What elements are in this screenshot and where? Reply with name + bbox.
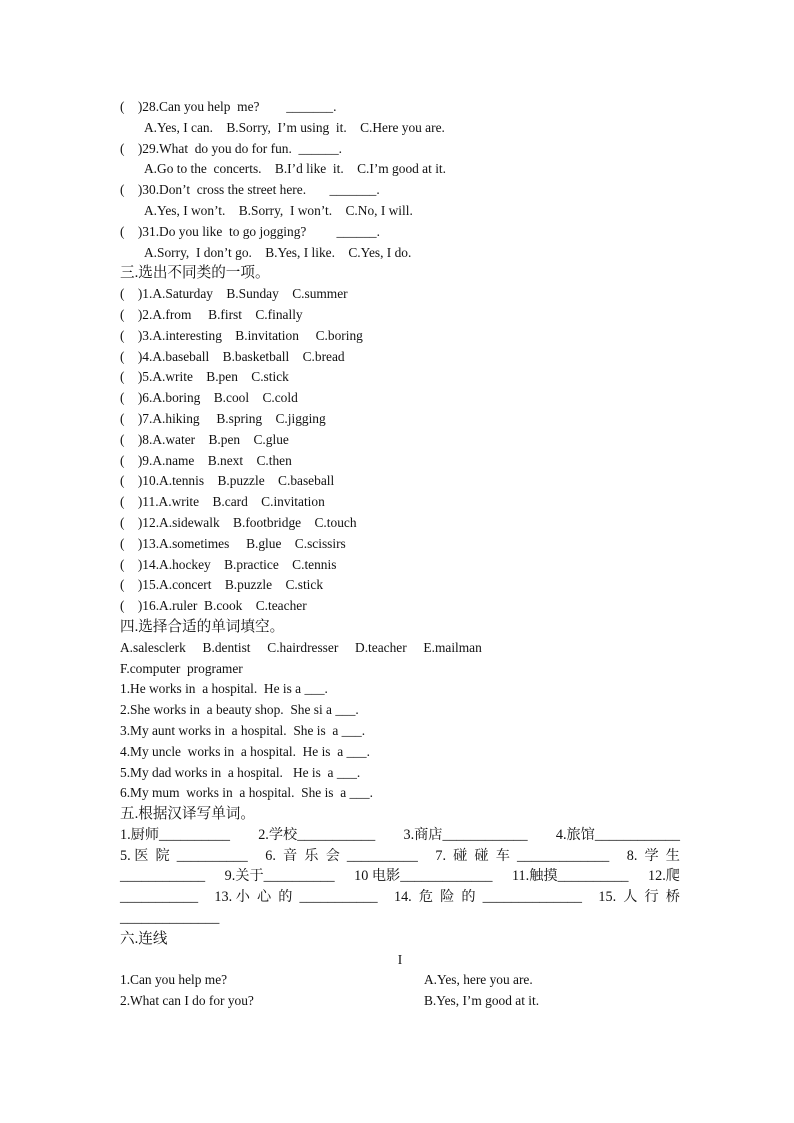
- odd-item-14: ( )14.A.hockey B.practice C.tennis: [120, 556, 337, 572]
- section-6-heading: 六.连线: [120, 930, 168, 947]
- match-row-1: [120, 970, 680, 991]
- odd-item-9: ( )9.A.name B.next C.then: [120, 452, 292, 468]
- word-options-line-1: A.salesclerk B.dentist C.hairdresser D.teacher E.mailman: [120, 639, 482, 655]
- odd-item-1: ( )1.A.Saturday B.Sunday C.summer: [120, 286, 348, 302]
- fill-sentence-1: 1.He works in a hospital. He is a ___.: [120, 681, 328, 697]
- translation-row-1: [120, 825, 680, 846]
- translation-item: 11.触摸__________: [511, 868, 629, 885]
- question-28: ( )28.Can you help me? _______.: [120, 99, 337, 114]
- translation-row-3: [120, 866, 680, 887]
- translation-item: ____________: [120, 868, 206, 885]
- odd-item-12: ( )12.A.sidewalk B.footbridge C.touch: [120, 514, 357, 530]
- fill-in-section: [120, 617, 680, 804]
- fill-sentence-4: 4.My uncle works in a hospital. He is a ___.: [120, 743, 370, 759]
- question-30: ( )30.Don’t cross the street here. _______.: [120, 182, 380, 198]
- translation-row-2: [120, 846, 680, 867]
- translation-row-5: [120, 908, 680, 929]
- match-answer-b: B.Yes, I’m good at it.: [424, 993, 540, 1009]
- odd-item-10: ( )10.A.tennis B.puzzle C.baseball: [120, 473, 335, 489]
- word-options-line-2: F.computer programer: [120, 660, 243, 676]
- translation-item: 2.学校___________: [258, 826, 376, 843]
- translation-item: 13. 小 心 的 ___________: [214, 889, 378, 906]
- fill-sentence-6: 6.My mum works in a hospital. She is a ___.: [120, 785, 373, 801]
- odd-item-4: ( )4.A.baseball B.basketball C.bread: [120, 348, 345, 364]
- match-answer-a: A.Yes, here you are.: [424, 972, 533, 988]
- options-31: A.Sorry, I don’t go. B.Yes, I like. C.Yes, I do.: [144, 244, 412, 260]
- odd-item-13: ( )13.A.sometimes B.glue C.scissirs: [120, 535, 346, 551]
- translation-item: 5. 医 院 __________: [120, 847, 248, 864]
- match-question-2: 2.What can I do for you?: [120, 993, 254, 1009]
- translation-item: 10 电影_____________: [354, 868, 493, 885]
- options-29: A.Go to the concerts. B.I’d like it. C.I’m good at it.: [144, 161, 446, 177]
- question-29: ( )29.What do you do for fun. ______.: [120, 140, 343, 156]
- translation-row-4: [120, 887, 680, 908]
- translation-item: 1.厨师__________: [120, 826, 230, 843]
- odd-item-7: ( )7.A.hiking B.spring C.jigging: [120, 410, 326, 426]
- match-row-2: [120, 991, 680, 1012]
- translation-item: 15. 人 行 桥: [598, 889, 680, 906]
- odd-item-5: ( )5.A.write B.pen C.stick: [120, 369, 289, 385]
- fill-sentence-5: 5.My dad works in a hospital. He is a ___.: [120, 764, 361, 780]
- fill-sentence-3: 3.My aunt works in a hospital. She is a ___.: [120, 722, 366, 738]
- section-5-heading: 五.根据汉译写单词。: [120, 806, 255, 823]
- odd-item-6: ( )6.A.boring B.cool C.cold: [120, 390, 298, 406]
- translation-item: 8. 学 生: [626, 847, 680, 864]
- section-3-heading: 三.选出不同类的一项。: [120, 265, 270, 282]
- translation-item: ___________: [120, 889, 199, 906]
- translation-item: 12.爬: [648, 868, 680, 885]
- odd-item-16: ( )16.A.ruler B.cook C.teacher: [120, 598, 307, 614]
- question-31: ( )31.Do you like to go jogging? ______.: [120, 223, 380, 239]
- odd-item-11: ( )11.A.write B.card C.invitation: [120, 494, 325, 510]
- part-roman-numeral: I: [397, 951, 403, 967]
- match-question-1: 1.Can you help me?: [120, 972, 228, 988]
- translation-section: [120, 804, 680, 929]
- translation-item: 7. 碰 碰 车 _____________: [435, 847, 610, 864]
- matching-section: [120, 929, 680, 1012]
- translation-item: 6. 音 乐 会 __________: [265, 847, 418, 864]
- translation-item: ______________: [120, 910, 220, 927]
- section-4-heading: 四.选择合适的单词填空。: [120, 618, 285, 635]
- odd-item-15: ( )15.A.concert B.puzzle C.stick: [120, 577, 324, 593]
- worksheet-page: [120, 97, 680, 1012]
- fill-sentence-2: 2.She works in a beauty shop. She si a ___.: [120, 702, 359, 718]
- options-28: A.Yes, I can. B.Sorry, I’m using it. C.Here you are.: [144, 119, 445, 135]
- odd-item-8: ( )8.A.water B.pen C.glue: [120, 431, 289, 447]
- translation-item: 4.旅馆____________: [555, 826, 680, 843]
- translation-item: 14. 危 险 的 ______________: [393, 889, 582, 906]
- odd-item-3: ( )3.A.interesting B.invitation C.boring: [120, 327, 363, 343]
- odd-one-out-section: [120, 263, 680, 617]
- options-30: A.Yes, I won’t. B.Sorry, I won’t. C.No, I will.: [144, 202, 413, 218]
- multiple-choice-section: [120, 97, 680, 263]
- translation-item: 3.商店____________: [403, 826, 528, 843]
- translation-item: 9.关于__________: [224, 868, 335, 885]
- odd-item-2: ( )2.A.from B.first C.finally: [120, 306, 303, 322]
